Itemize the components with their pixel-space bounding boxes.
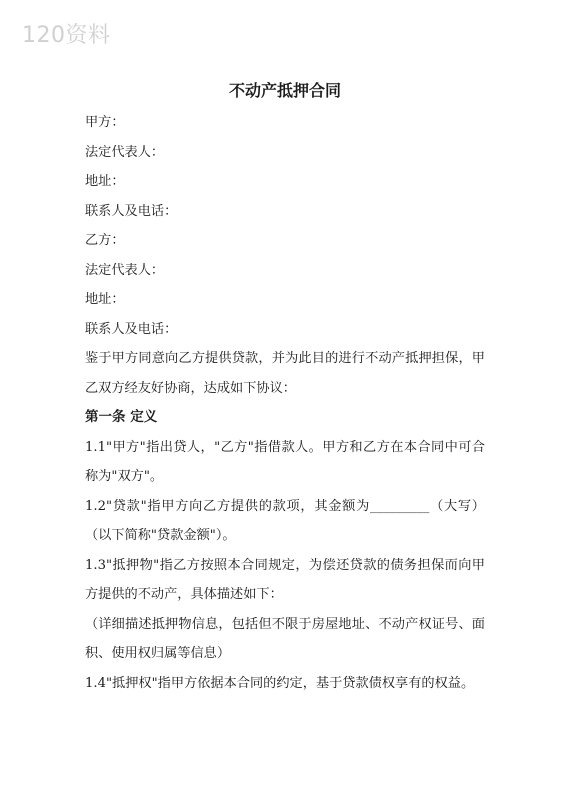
party-b-address: 地址： xyxy=(85,292,125,307)
party-a-address: 地址： xyxy=(85,174,125,189)
watermark-logo: 120资料 xyxy=(22,23,111,48)
preamble-paragraph: 鉴于甲方同意向乙方提供贷款，并为此目的进行不动产抵押担保，甲乙双方经友好协商，达成如下协议： xyxy=(85,351,485,396)
clause-1-3-detail: （详细描述抵押物信息，包括但不限于房屋地址、不动产权证号、面积、使用权归属等信息） xyxy=(85,616,485,661)
party-b-representative: 法定代表人： xyxy=(85,262,165,278)
party-a-representative: 法定代表人： xyxy=(85,144,165,160)
party-b-label: 乙方： xyxy=(85,233,125,248)
clause-1-3: 1.3"抵押物"指乙方按照本合同规定，为偿还贷款的债务担保而向甲方提供的不动产，具体描述如下： xyxy=(85,557,485,602)
clause-1-1: 1.1"甲方"指出贷人，"乙方"指借款人。甲方和乙方在本合同中可合称为"双方"。 xyxy=(85,439,485,484)
contract-page xyxy=(85,78,485,698)
article-1-heading: 第一条 定义 xyxy=(85,409,158,425)
document-title: 不动产抵押合同 xyxy=(228,81,341,100)
clause-1-4: 1.4"抵押权"指甲方依据本合同的约定，基于贷款债权享有的权益。 xyxy=(85,675,475,691)
party-a-contact: 联系人及电话： xyxy=(85,203,178,219)
clause-1-2: 1.2"贷款"指甲方向乙方提供的款项，其金额为_________（大写）（以下简称"贷款金额"）。 xyxy=(85,498,485,543)
party-b-contact: 联系人及电话： xyxy=(85,321,178,337)
party-a-label: 甲方： xyxy=(85,115,125,130)
